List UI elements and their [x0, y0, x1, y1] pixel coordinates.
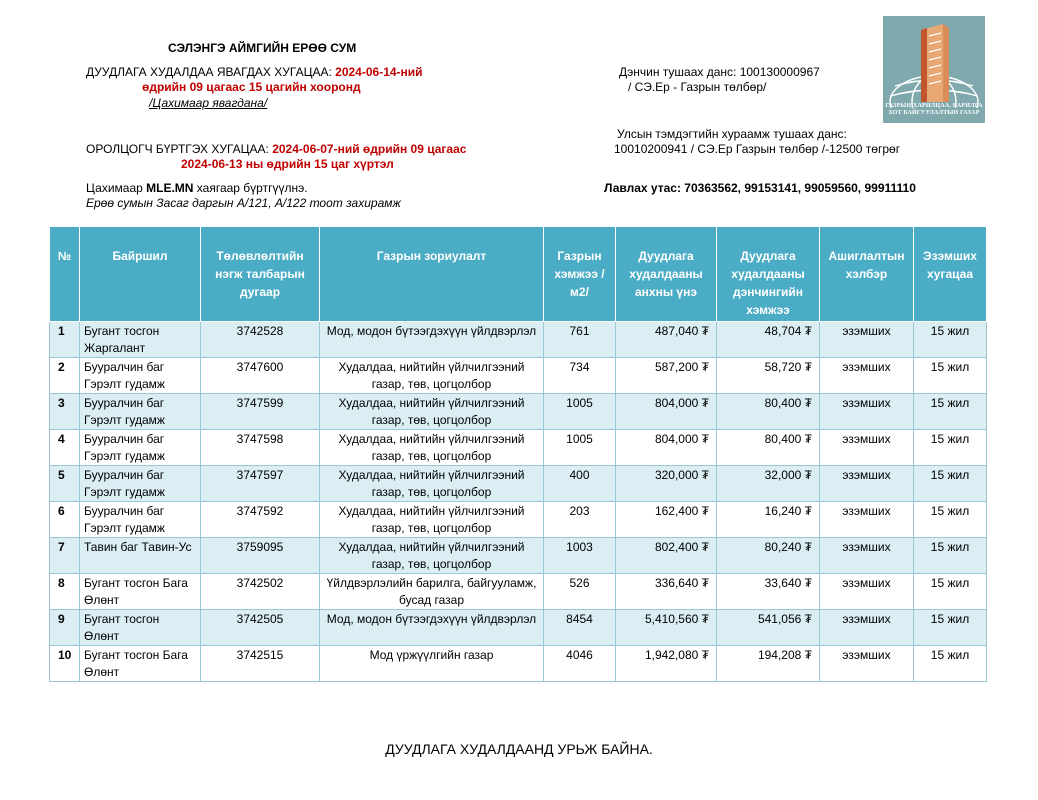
cell-parcel: 3742502 [201, 574, 320, 610]
column-header-usage: Ашиглалтын хэлбэр [820, 227, 914, 322]
cell-location: Бугант тосгон Өлөнт [80, 610, 201, 646]
cell-deposit: 194,208 ₮ [717, 646, 820, 682]
cell-area: 1005 [544, 430, 616, 466]
column-header-parcel: Төлөвлөлтийн нэгж талбарын дугаар [201, 227, 320, 322]
cell-deposit: 33,640 ₮ [717, 574, 820, 610]
cell-start-price: 5,410,560 ₮ [616, 610, 717, 646]
cell-deposit: 48,704 ₮ [717, 322, 820, 358]
cell-no: 10 [50, 646, 80, 682]
deposit-account-note: / СЭ.Ер - Газрын төлбөр/ [628, 80, 767, 94]
cell-usage: эзэмших [820, 574, 914, 610]
cell-no: 7 [50, 538, 80, 574]
cell-no: 1 [50, 322, 80, 358]
cell-deposit: 16,240 ₮ [717, 502, 820, 538]
cell-parcel: 3742515 [201, 646, 320, 682]
cell-no: 8 [50, 574, 80, 610]
column-header-start-price: Дуудлага худалдааны анхны үнэ [616, 227, 717, 322]
cell-purpose: Мод, модон бүтээгдэхүүн үйлдвэрлэл [320, 322, 544, 358]
cell-area: 761 [544, 322, 616, 358]
online-suffix: хаягаар бүртгүүлнэ. [193, 181, 308, 195]
cell-term: 15 жил [914, 466, 987, 502]
cell-no: 3 [50, 394, 80, 430]
building-globe-icon [883, 16, 985, 108]
table-row [50, 538, 987, 574]
registration-end: 2024-06-13 ны өдрийн 15 цаг хүртэл [181, 157, 394, 171]
cell-term: 15 жил [914, 574, 987, 610]
contact-phones: Лавлах утас: 70363562, 99153141, 99059560, 99911110 [604, 181, 916, 195]
cell-location: Тавин баг Тавин-Ус [80, 538, 201, 574]
cell-usage: эзэмших [820, 610, 914, 646]
cell-area: 1003 [544, 538, 616, 574]
cell-purpose: Мод үржүүлгийн газар [320, 646, 544, 682]
cell-term: 15 жил [914, 322, 987, 358]
cell-area: 4046 [544, 646, 616, 682]
cell-purpose: Худалдаа, нийтийн үйлчилгээний газар, төв, цогцолбор [320, 430, 544, 466]
table-row [50, 610, 987, 646]
cell-no: 5 [50, 466, 80, 502]
table-row [50, 358, 987, 394]
cell-location: Бууралчин баг Гэрэлт гудамж [80, 358, 201, 394]
table-row [50, 322, 987, 358]
auction-period-label: ДУУДЛАГА ХУДАЛДАА ЯВАГДАХ ХУГАЦАА: [86, 65, 336, 79]
cell-deposit: 32,000 ₮ [717, 466, 820, 502]
cell-term: 15 жил [914, 538, 987, 574]
online-registration [86, 181, 308, 196]
cell-start-price: 802,400 ₮ [616, 538, 717, 574]
cell-term: 15 жил [914, 610, 987, 646]
cell-deposit: 80,400 ₮ [717, 430, 820, 466]
column-header-area: Газрын хэмжээ /м2/ [544, 227, 616, 322]
cell-no: 9 [50, 610, 80, 646]
registration-label: ОРОЛЦОГЧ БҮРТГЭХ ХУГАЦАА: [86, 142, 273, 156]
cell-purpose: Худалдаа, нийтийн үйлчилгээний газар, төв, цогцолбор [320, 538, 544, 574]
cell-parcel: 3759095 [201, 538, 320, 574]
cell-purpose: Мод, модон бүтээгдэхүүн үйлдвэрлэл [320, 610, 544, 646]
table-row [50, 502, 987, 538]
cell-location: Бугант тосгон Бага Өлөнт [80, 646, 201, 682]
cell-term: 15 жил [914, 430, 987, 466]
cell-location: Бууралчин баг Гэрэлт гудамж [80, 430, 201, 466]
cell-start-price: 804,000 ₮ [616, 394, 717, 430]
document-title: СЭЛЭНГЭ АЙМГИЙН ЕРӨӨ СУМ [168, 41, 357, 55]
online-prefix: Цахимаар [86, 181, 147, 195]
column-header-no: № [50, 227, 80, 322]
table-row [50, 430, 987, 466]
cell-term: 15 жил [914, 358, 987, 394]
cell-area: 8454 [544, 610, 616, 646]
cell-usage: эзэмших [820, 502, 914, 538]
cell-parcel: 3742528 [201, 322, 320, 358]
cell-start-price: 336,640 ₮ [616, 574, 717, 610]
cell-deposit: 80,400 ₮ [717, 394, 820, 430]
cell-purpose: Худалдаа, нийтийн үйлчилгээний газар, төв, цогцолбор [320, 466, 544, 502]
cell-location: Бугант тосгон Бага Өлөнт [80, 574, 201, 610]
cell-purpose: Худалдаа, нийтийн үйлчилгээний газар, төв, цогцолбор [320, 358, 544, 394]
cell-location: Бууралчин баг Гэрэлт гудамж [80, 502, 201, 538]
cell-deposit: 58,720 ₮ [717, 358, 820, 394]
cell-parcel: 3747600 [201, 358, 320, 394]
cell-start-price: 587,200 ₮ [616, 358, 717, 394]
cell-location: Бууралчин баг Гэрэлт гудамж [80, 466, 201, 502]
table-row [50, 466, 987, 502]
column-header-deposit: Дуудлага худалдааны дэнчингийн хэмжээ [717, 227, 820, 322]
invitation-text: ДУУДЛАГА ХУДАЛДААНД УРЬЖ БАЙНА. [385, 741, 653, 757]
auction-period [86, 65, 423, 80]
cell-usage: эзэмших [820, 646, 914, 682]
cell-parcel: 3747597 [201, 466, 320, 502]
table-row [50, 646, 987, 682]
cell-parcel: 3747599 [201, 394, 320, 430]
cell-deposit: 80,240 ₮ [717, 538, 820, 574]
cell-area: 1005 [544, 394, 616, 430]
column-header-location: Байршил [80, 227, 201, 322]
table-row [50, 574, 987, 610]
online-site: MLE.MN [146, 181, 194, 195]
cell-usage: эзэмших [820, 322, 914, 358]
cell-deposit: 541,056 ₮ [717, 610, 820, 646]
table-header-row [50, 227, 987, 322]
deposit-account: Дэнчин тушаах данс: 100130000967 [619, 65, 820, 79]
cell-parcel: 3747592 [201, 502, 320, 538]
order-note: Ерөө сумын Засаг даргын А/121, А/122 тоот захирамж [86, 196, 401, 210]
fee-account: 10010200941 / СЭ.Ер Газрын төлбөр /-12500 төгрөг [614, 142, 901, 156]
agency-logo [883, 16, 985, 123]
auction-lots-table [49, 226, 987, 682]
cell-term: 15 жил [914, 394, 987, 430]
cell-usage: эзэмших [820, 538, 914, 574]
auction-time: өдрийн 09 цагаас 15 цагийн хооронд [142, 80, 361, 94]
cell-area: 203 [544, 502, 616, 538]
cell-purpose: Худалдаа, нийтийн үйлчилгээний газар, төв, цогцолбор [320, 502, 544, 538]
auction-mode: /Цахимаар явагдана/ [149, 96, 268, 110]
cell-usage: эзэмших [820, 358, 914, 394]
table-row [50, 394, 987, 430]
cell-no: 4 [50, 430, 80, 466]
cell-start-price: 162,400 ₮ [616, 502, 717, 538]
cell-area: 400 [544, 466, 616, 502]
cell-term: 15 жил [914, 502, 987, 538]
cell-start-price: 1,942,080 ₮ [616, 646, 717, 682]
cell-area: 526 [544, 574, 616, 610]
logo-caption-line-2: ХОТ БАЙГУУЛАЛТЫН ГАЗАР [888, 110, 980, 116]
cell-no: 6 [50, 502, 80, 538]
cell-start-price: 320,000 ₮ [616, 466, 717, 502]
cell-start-price: 804,000 ₮ [616, 430, 717, 466]
cell-location: Бугант тосгон Жаргалант [80, 322, 201, 358]
cell-area: 734 [544, 358, 616, 394]
cell-start-price: 487,040 ₮ [616, 322, 717, 358]
cell-parcel: 3747598 [201, 430, 320, 466]
cell-location: Бууралчин баг Гэрэлт гудамж [80, 394, 201, 430]
table-body [50, 322, 987, 682]
cell-purpose: Худалдаа, нийтийн үйлчилгээний газар, төв, цогцолбор [320, 394, 544, 430]
logo-caption-line-1: ГАЗРЫН ХАРИЛЦАА, БАРИЛГА [885, 103, 983, 109]
cell-usage: эзэмших [820, 394, 914, 430]
column-header-term: Эзэмших хугацаа [914, 227, 987, 322]
auction-date: 2024-06-14-ний [335, 65, 423, 79]
registration-start: 2024-06-07-ний өдрийн 09 цагаас [272, 142, 467, 156]
cell-parcel: 3742505 [201, 610, 320, 646]
cell-term: 15 жил [914, 646, 987, 682]
fee-account-label: Улсын тэмдэгтийн хураамж тушаах данс: [617, 127, 847, 141]
column-header-purpose: Газрын зориулалт [320, 227, 544, 322]
logo-caption [883, 103, 985, 117]
cell-usage: эзэмших [820, 466, 914, 502]
cell-usage: эзэмших [820, 430, 914, 466]
registration-period [86, 142, 466, 157]
cell-no: 2 [50, 358, 80, 394]
cell-purpose: Үйлдвэрлэлийн барилга, байгууламж, бусад газар [320, 574, 544, 610]
